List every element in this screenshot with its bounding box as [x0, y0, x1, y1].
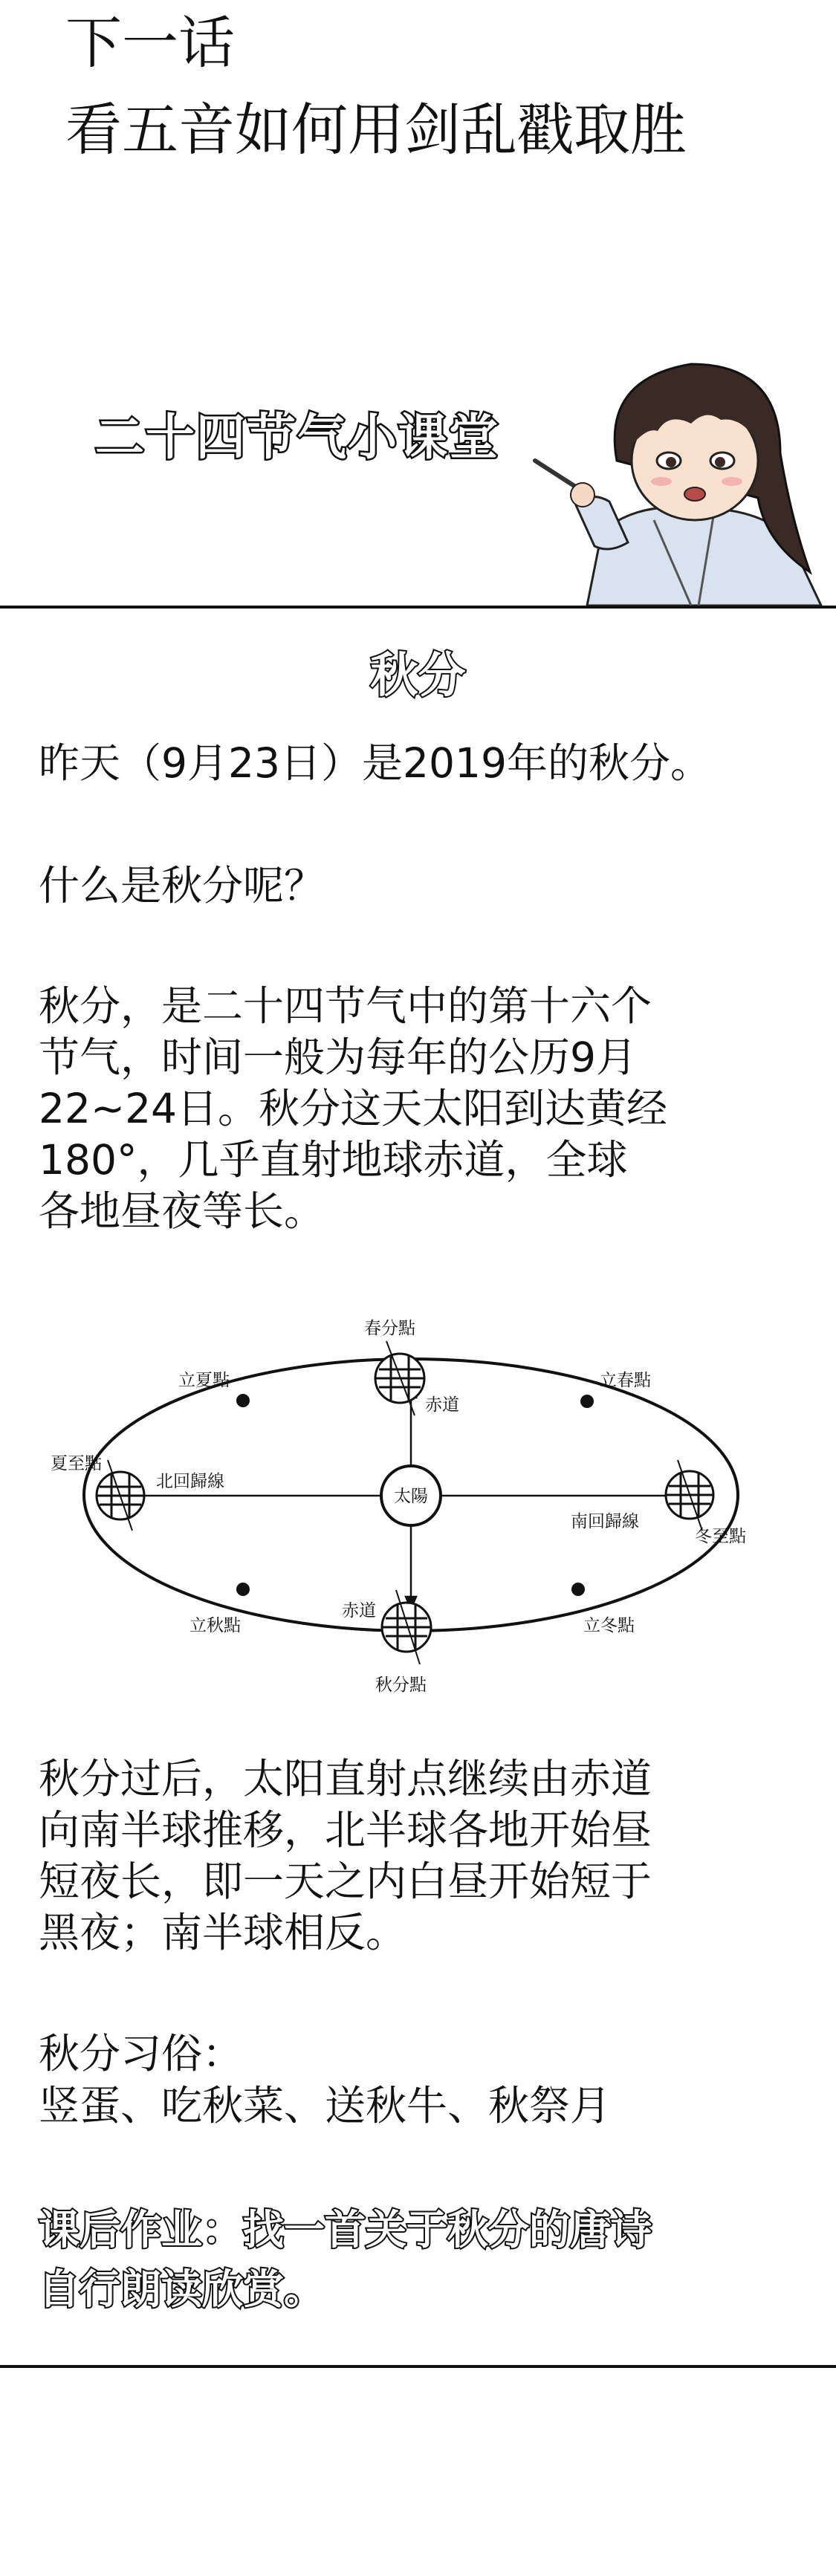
definition-line-1: 秋分，是二十四节气中的第十六个: [39, 982, 652, 1030]
label-autumn-equinox: 秋分點: [375, 1675, 427, 1695]
section-divider-top: [0, 606, 836, 609]
solar-term-title: 秋分: [370, 649, 466, 704]
label-sun: 太陽: [394, 1487, 428, 1506]
chibi-character-illustration: [520, 349, 836, 606]
label-start-winter: 立冬點: [583, 1616, 635, 1635]
earth-orbit-diagram: [37, 1304, 803, 1705]
point-start-autumn: [236, 1583, 250, 1596]
earth-winter-solstice-icon: [666, 1460, 713, 1531]
label-summer-solstice: 夏至點: [51, 1454, 102, 1473]
label-equator-top: 赤道: [425, 1395, 459, 1415]
label-spring-equinox: 春分點: [364, 1319, 415, 1338]
definition-line-4: 180°，几乎直射地球赤道，全球: [39, 1136, 628, 1184]
point-start-spring: [580, 1395, 594, 1408]
label-start-autumn: 立秋點: [189, 1616, 241, 1635]
after-equinox-line-1: 秋分过后，太阳直射点继续由赤道: [39, 1755, 652, 1803]
earth-summer-solstice-icon: [97, 1460, 144, 1531]
after-equinox-line-4: 黑夜；南半球相反。: [39, 1909, 407, 1956]
homework-line-1: 课后作业：找一首关于秋分的唐诗: [39, 2206, 652, 2254]
label-equator-bottom: 赤道: [342, 1601, 376, 1620]
after-equinox-line-2: 向南半球推移，北半球各地开始昼: [39, 1806, 652, 1854]
next-chapter-subtitle: 看五音如何用剑乱戳取胜: [65, 97, 687, 163]
section-divider-bottom: [0, 2365, 836, 2368]
label-start-spring: 立春點: [600, 1371, 651, 1390]
earth-autumn-equinox-icon: [382, 1590, 431, 1664]
next-chapter-title: 下一话: [65, 10, 235, 76]
definition-line-5: 各地昼夜等长。: [39, 1187, 325, 1235]
definition-line-2: 节气，时间一般为每年的公历9月: [39, 1034, 637, 1081]
class-banner: 二十四节气小课堂: [95, 409, 499, 466]
label-tropic-north: 北回歸線: [156, 1472, 224, 1491]
point-start-winter: [571, 1583, 585, 1596]
customs-heading: 秋分习俗：: [39, 2030, 244, 2077]
label-tropic-south: 南回歸線: [571, 1512, 639, 1531]
homework-line-2: 自行朗读欣赏。: [39, 2265, 325, 2313]
label-start-summer: 立夏點: [178, 1371, 230, 1390]
question-text: 什么是秋分呢？: [39, 862, 325, 909]
after-equinox-line-3: 短夜长，即一天之内白昼开始短于: [39, 1858, 652, 1905]
customs-list: 竖蛋、吃秋菜、送秋牛、秋祭月: [39, 2082, 612, 2129]
intro-text: 昨天（9月23日）是2019年的秋分。: [39, 739, 711, 787]
definition-line-3: 22~24日。秋分这天太阳到达黄经: [39, 1085, 668, 1132]
earth-spring-equinox-icon: [375, 1341, 424, 1415]
point-start-summer: [236, 1394, 250, 1407]
label-winter-solstice: 冬至點: [695, 1527, 746, 1546]
